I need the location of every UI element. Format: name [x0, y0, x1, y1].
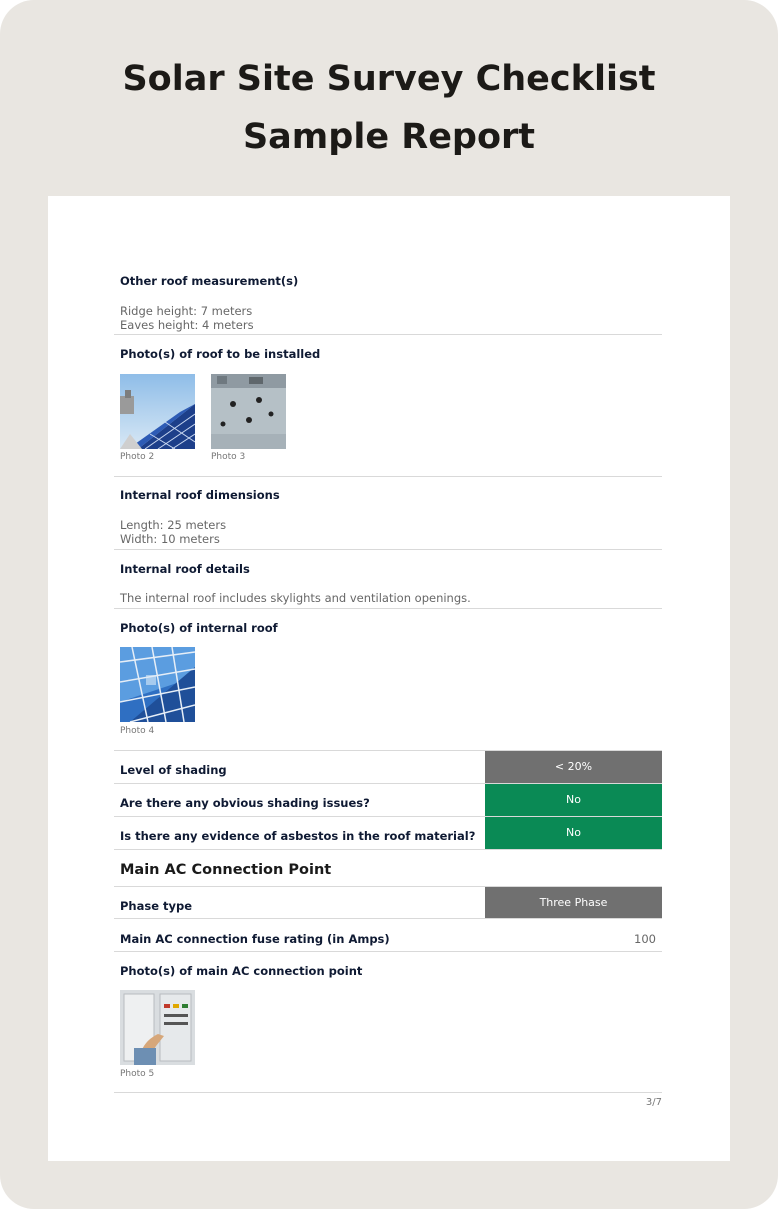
asbestos-question: Is there any evidence of asbestos in the roof material? — [120, 829, 476, 843]
other-roof-measurements-answer — [120, 304, 254, 332]
electrical-panel-photo[interactable] — [120, 990, 195, 1065]
divider — [114, 918, 662, 919]
report-page — [48, 196, 730, 1161]
fuse-rating-question: Main AC connection fuse rating (in Amps) — [120, 932, 390, 946]
fuse-rating-answer: 100 — [634, 932, 656, 946]
other-roof-measurements-question: Other roof measurement(s) — [120, 274, 299, 288]
page-title — [0, 50, 778, 166]
page-title-line-2: Sample Report — [242, 117, 536, 157]
main-ac-section-title: Main AC Connection Point — [120, 862, 332, 878]
internal-roof-details-question: Internal roof details — [120, 562, 250, 576]
level-of-shading-answer: < 20% — [485, 751, 662, 783]
internal-roof-dimensions-question: Internal roof dimensions — [120, 488, 280, 502]
width-value: Width: 10 meters — [120, 532, 220, 546]
phase-type-question: Phase type — [120, 899, 193, 913]
glass-skylight-photo[interactable] — [120, 647, 195, 722]
roof-photos-question: Photo(s) of roof to be installed — [120, 347, 321, 361]
divider — [114, 549, 662, 550]
page-number: 3/7 — [645, 1097, 662, 1108]
ac-connection-photos-question: Photo(s) of main AC connection point — [120, 964, 363, 978]
photo-5-caption: Photo 5 — [120, 1069, 155, 1079]
page-title-line-1: Solar Site Survey Checklist — [122, 59, 656, 99]
flat-roof-photo[interactable] — [211, 374, 286, 449]
asbestos-answer: No — [485, 817, 662, 849]
divider — [114, 608, 662, 609]
divider — [114, 476, 662, 477]
ridge-height-value: Ridge height: 7 meters — [120, 304, 253, 318]
level-of-shading-question: Level of shading — [120, 763, 227, 777]
photo-3-caption: Photo 3 — [211, 452, 246, 462]
internal-roof-photos-question: Photo(s) of internal roof — [120, 621, 278, 635]
photo-4-caption: Photo 4 — [120, 726, 155, 736]
internal-roof-details-answer: The internal roof includes skylights and ventilation openings. — [120, 591, 471, 605]
divider — [114, 1092, 662, 1093]
divider — [114, 849, 662, 850]
shading-issues-answer: No — [485, 784, 662, 816]
eaves-height-value: Eaves height: 4 meters — [120, 318, 254, 332]
phase-type-answer: Three Phase — [485, 887, 662, 918]
length-value: Length: 25 meters — [120, 518, 227, 532]
divider — [114, 951, 662, 952]
shading-issues-question: Are there any obvious shading issues? — [120, 796, 370, 810]
divider — [114, 334, 662, 335]
internal-roof-dimensions-answer — [120, 518, 226, 546]
solar-panel-rooftop-photo[interactable] — [120, 374, 195, 449]
photo-2-caption: Photo 2 — [120, 452, 155, 462]
